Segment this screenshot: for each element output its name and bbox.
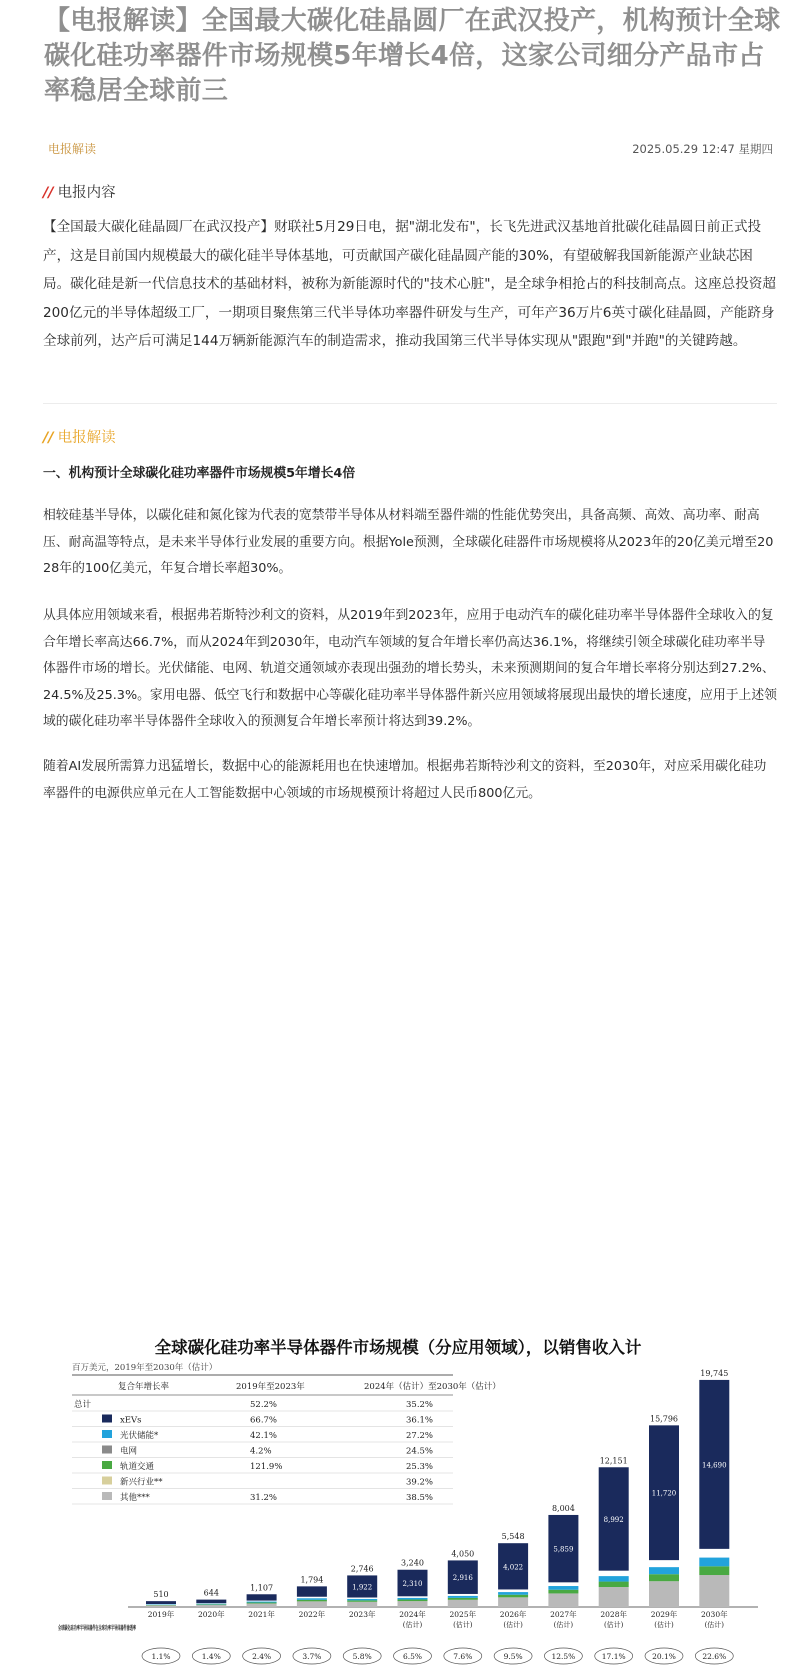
x-tick-sublabel: (估计) — [704, 1621, 725, 1629]
table-cell: 25.3% — [406, 1462, 434, 1472]
x-tick-sublabel: (估计) — [654, 1621, 674, 1629]
bar-total-label: 8,004 — [551, 1503, 575, 1513]
bar-pv — [498, 1592, 528, 1595]
table-cell: 42.1% — [250, 1431, 278, 1441]
table-cell: 27.2% — [406, 1431, 434, 1441]
section-heading-label: 电报内容 — [57, 185, 116, 201]
bar-other — [498, 1597, 528, 1607]
analysis-paragraph-1: 相较硅基半导体，以碳化硅和氮化镓为代表的宽禁带半导体从材料端至器件端的性能优势突出，具备高频、高效、高功率、耐高压、耐高温等特点，是未来半导体行业发展的重要方向。根据Yole预测，全球碳化硅器件市场规模将从2023年的20亿美元增至2028年的100亿美元，年复合增长率超30%。 — [43, 508, 774, 576]
bar-total-label: 15,796 — [650, 1414, 678, 1424]
x-tick-sublabel: (估计) — [503, 1621, 523, 1629]
bar-total-label: 12,151 — [599, 1456, 628, 1466]
bar-total-label: 5,548 — [501, 1532, 525, 1542]
bar-pv — [297, 1598, 327, 1600]
bar-rail — [649, 1574, 679, 1581]
table-cell: 31.2% — [250, 1493, 278, 1503]
bar-rail — [297, 1600, 327, 1602]
table-cell: 24.5% — [406, 1446, 434, 1457]
bar-rail — [548, 1590, 578, 1594]
x-tick-sublabel: (估计) — [453, 1621, 473, 1629]
bar-total-label: 2,746 — [350, 1564, 374, 1574]
bar-other — [649, 1581, 679, 1607]
bar-pv — [448, 1596, 478, 1598]
penetration-value: 5.8% — [352, 1652, 372, 1661]
penetration-value: 9.5% — [503, 1652, 523, 1661]
divider — [43, 403, 777, 404]
bar-rail — [347, 1600, 377, 1601]
table-header-cell: 2019年至2023年 — [236, 1382, 305, 1392]
x-tick-label: 2030年 — [701, 1610, 728, 1619]
table-row-label: 新兴行业** — [120, 1477, 163, 1488]
penetration-value: 12.5% — [551, 1652, 576, 1661]
chart-title: 全球碳化硅功率半导体器件市场规模（分应用领域），以销售收入计 — [154, 1338, 642, 1357]
penetration-value: 22.6% — [702, 1652, 727, 1661]
x-tick-sublabel: (估计) — [603, 1621, 624, 1629]
bar-pv — [196, 1604, 226, 1605]
bar-xevs — [196, 1600, 226, 1604]
bar-pv — [247, 1602, 277, 1603]
table-header-cell: 2024年（估计）至2030年（估计） — [364, 1382, 501, 1392]
analysis-subheading: 一、机构预计全球碳化硅功率器件市场规模5年增长4倍 — [43, 466, 356, 481]
bar-xevs-label: 4,022 — [503, 1563, 524, 1572]
market-size-chart — [58, 1315, 778, 1680]
penetration-label: 全球碳化硅功率半导体器件在全球功率半导体器件渗透率 — [58, 1625, 209, 1632]
penetration-value: 3.7% — [302, 1652, 322, 1661]
section-heading-analysis — [43, 426, 116, 447]
x-tick-label: 2020年 — [198, 1610, 225, 1619]
bar-pv — [699, 1558, 729, 1567]
cagr-table — [72, 1375, 501, 1504]
bar-other — [146, 1605, 176, 1607]
bar-xevs — [247, 1594, 277, 1600]
legend-swatch — [102, 1430, 112, 1438]
table-row-label: xEVs — [120, 1415, 142, 1426]
table-cell: 36.1% — [406, 1415, 434, 1426]
penetration-value: 1.1% — [151, 1652, 171, 1661]
table-cell: 38.5% — [406, 1493, 434, 1503]
bar-other — [347, 1602, 377, 1607]
table-cell: 4.2% — [250, 1446, 272, 1457]
x-tick-label: 2024年 — [399, 1610, 426, 1619]
bar-rail — [196, 1604, 226, 1605]
bar-xevs-label: 1,922 — [352, 1583, 373, 1592]
bar-rail — [498, 1595, 528, 1598]
bar-pv — [599, 1576, 629, 1581]
x-tick-label: 2023年 — [348, 1610, 376, 1619]
section-heading-label: 电报解读 — [57, 430, 116, 446]
bar-total-label: 510 — [153, 1590, 169, 1600]
penetration-row — [58, 1624, 733, 1664]
section-heading-content — [43, 181, 116, 202]
table-row-label: 光伏储能* — [120, 1431, 159, 1441]
bar-other — [196, 1605, 226, 1607]
table-cell: 121.9% — [250, 1462, 283, 1472]
bar-xevs-label: 14,690 — [702, 1461, 727, 1470]
penetration-value: 7.6% — [453, 1652, 473, 1661]
x-tick-label: 2025年 — [449, 1610, 477, 1619]
x-tick-label: 2022年 — [298, 1610, 326, 1619]
bar-xevs — [146, 1601, 176, 1604]
bar-xevs-label: 2,310 — [402, 1580, 423, 1589]
bar-rail — [448, 1598, 478, 1600]
bar-pv — [398, 1598, 428, 1600]
legend-swatch — [102, 1415, 112, 1423]
table-cell: 66.7% — [250, 1415, 278, 1426]
bar-xevs-label: 11,720 — [651, 1489, 677, 1498]
bar-xevs — [297, 1586, 327, 1596]
x-tick-label: 2026年 — [499, 1610, 527, 1619]
bar-total-label: 3,240 — [401, 1558, 424, 1568]
analysis-paragraph-3: 随着AI发展所需算力迅猛增长，数据中心的能源耗用也在快速增加。根据弗若斯特沙利文的资料，至2030年，对应采用碳化硅功率器件的电源供应单元在人工智能数据中心领域的市场规模预计将超过人民币800亿元。 — [43, 759, 767, 801]
bar-other — [247, 1603, 277, 1607]
table-cell: 52.2% — [250, 1400, 278, 1410]
bar-total-label: 1,794 — [300, 1575, 324, 1585]
slash-icon: // — [43, 185, 54, 201]
bar-other — [448, 1600, 478, 1607]
table-header-cell: 复合年增长率 — [118, 1382, 170, 1392]
table-row-label: 电网 — [120, 1446, 138, 1457]
category-tag[interactable]: 电报解读 — [48, 142, 97, 156]
table-row-label: 其他*** — [120, 1493, 150, 1503]
analysis-paragraph-2: 从具体应用领域来看，根据弗若斯特沙利文的资料，从2019年到2023年，应用于电动汽车的碳化硅功率半导体器件全球收入的复合年增长率高达66.7%，而从2024年到2030年，电动汽车领域的复合年增长率仍高达36.1%，将继续引领全球碳化硅功率半导体器件市场的增长。光伏储能、电网、轨道交通领域亦表现出强劲的增长势头，未来预测期间的复合年增长率将分别达到27.2%、24.5%及25.3%。家用电器、低空飞行和数据中心等碳化硅功率半导体器件新兴应用领域将展现出最快的增长速度，应用于上述领域的碳化硅功率半导体器件全球收入的预测复合年增长率预计将达到39.2%。 — [43, 608, 777, 729]
bar-other — [398, 1601, 428, 1607]
x-tick-sublabel: (估计) — [402, 1621, 423, 1629]
bar-rail — [699, 1566, 729, 1575]
penetration-value: 1.4% — [201, 1652, 221, 1661]
legend-swatch — [102, 1477, 112, 1485]
bar-other — [297, 1601, 327, 1607]
bar-other — [599, 1587, 629, 1607]
bar-xevs-label: 8,992 — [603, 1515, 624, 1524]
x-tick-label: 2029年 — [650, 1610, 678, 1619]
bar-total-label: 644 — [203, 1588, 219, 1598]
bar-rail — [247, 1603, 277, 1604]
table-row-label: 轨道交通 — [120, 1462, 155, 1472]
table-cell: 35.2% — [406, 1400, 434, 1410]
bar-pv — [548, 1586, 578, 1590]
legend-swatch — [102, 1492, 112, 1500]
bar-rail — [398, 1600, 428, 1602]
bar-total-label: 4,050 — [451, 1549, 475, 1559]
bar-other — [548, 1593, 578, 1607]
bar-group — [128, 1369, 758, 1629]
x-tick-label: 2019年 — [147, 1610, 175, 1619]
bar-other — [699, 1575, 729, 1607]
table-row-label: 总计 — [74, 1400, 92, 1410]
x-tick-sublabel: (估计) — [553, 1621, 574, 1629]
x-tick-label: 2028年 — [600, 1610, 627, 1619]
penetration-value: 2.4% — [252, 1652, 272, 1661]
article-title: 【电报解读】全国最大碳化硅晶圆厂在武汉投产，机构预计全球碳化硅功率器件市场规模5年增长4倍，这家公司细分产品市占率稳居全球前三 — [44, 6, 781, 106]
legend-swatch — [102, 1446, 112, 1454]
bar-total-label: 1,107 — [250, 1583, 274, 1593]
penetration-value: 20.1% — [652, 1652, 676, 1661]
penetration-value: 6.5% — [402, 1652, 423, 1661]
table-cell: 39.2% — [406, 1477, 434, 1488]
bar-total-label: 19,745 — [700, 1368, 729, 1378]
penetration-value: 17.1% — [601, 1652, 626, 1661]
chart-unit: 百万美元，2019年至2030年（估计） — [72, 1363, 218, 1373]
bar-pv — [347, 1599, 377, 1600]
x-tick-label: 2021年 — [248, 1610, 275, 1619]
bar-xevs-label: 5,859 — [553, 1545, 574, 1554]
x-tick-label: 2027年 — [550, 1610, 577, 1619]
publish-date: 2025.05.29 12:47 星期四 — [632, 142, 773, 156]
bar-xevs-label: 2,916 — [452, 1574, 473, 1583]
bar-rail — [599, 1582, 629, 1587]
legend-swatch — [102, 1461, 112, 1469]
slash-icon: // — [43, 430, 54, 446]
telegraph-body: 【全国最大碳化硅晶圆厂在武汉投产】财联社5月29日电，据"湖北发布"，长飞先进武汉基地首批碳化硅晶圆日前正式投产，这是目前国内规模最大的碳化硅半导体基地，可贡献国产碳化硅晶圆产能的30%，有望破解我国新能源产业缺芯困局。碳化硅是新一代信息技术的基础材料，被称为新能源时代的"技术心脏"，是全球争相抢占的科技制高点。这座总投资超200亿元的半导体超级工厂，一期项目聚焦第三代半导体功率器件研发与生产，可年产36万片6英寸碳化硅晶圆，产能跻身全球前列，达产后可满足144万辆新能源汽车的制造需求，推动我国第三代半导体实现从"跟跑"到"并跑"的关键跨越。 — [43, 219, 776, 349]
bar-pv — [649, 1567, 679, 1574]
